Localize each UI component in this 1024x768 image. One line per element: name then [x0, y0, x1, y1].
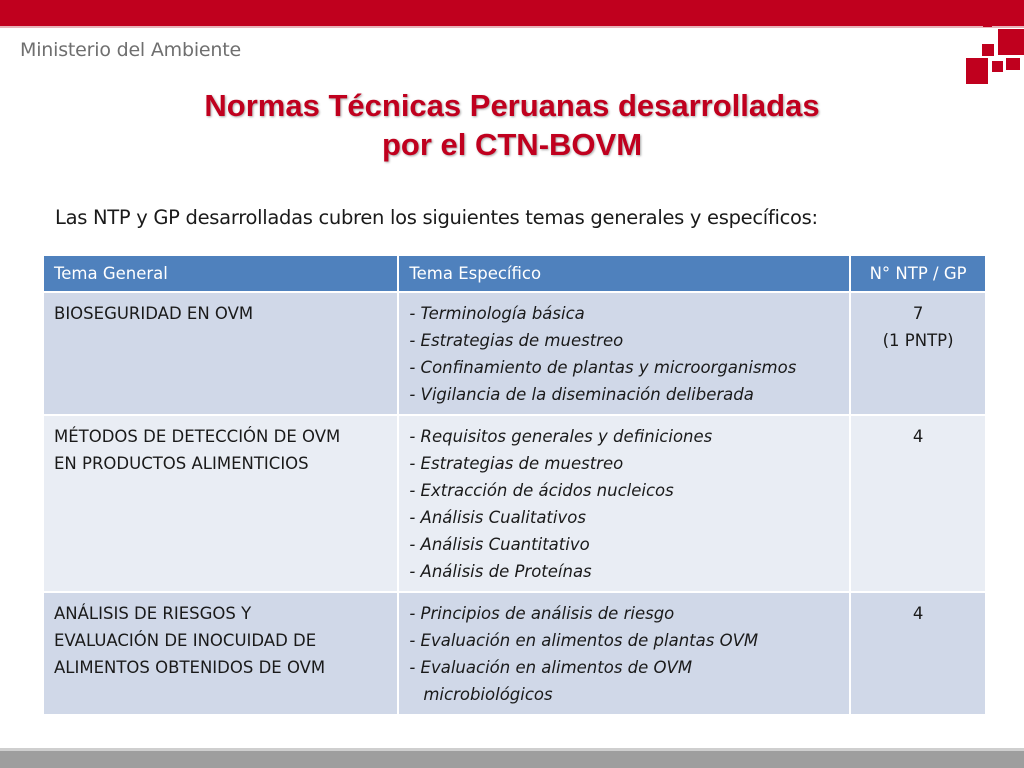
general-topic-line: MÉTODOS DE DETECCIÓN DE OVM — [54, 427, 341, 446]
specific-topic: - Evaluación en alimentos de plantas OVM — [409, 631, 759, 650]
specific-topics-cell — [398, 592, 850, 714]
intro-text: Las NTP y GP desarrolladas cubren los siguientes temas generales y específicos: — [55, 206, 818, 229]
title-line-1: Normas Técnicas Peruanas desarrolladas — [204, 88, 820, 123]
specific-topic: - Confinamiento de plantas y microorganismos — [409, 358, 797, 377]
general-topic-line: BIOSEGURIDAD EN OVM — [54, 304, 254, 323]
specific-topic: - Terminología básica — [409, 304, 585, 323]
specific-topic: - Requisitos generales y definiciones — [409, 427, 713, 446]
specific-topic: - Estrategias de muestreo — [409, 331, 624, 350]
slide-title — [0, 86, 1024, 164]
specific-topics-cell — [398, 415, 850, 592]
general-topic-line: ALIMENTOS OBTENIDOS DE OVM — [54, 658, 326, 677]
top-accent-bar — [0, 0, 1024, 26]
specific-topic: - Evaluación en alimentos de OVM — [409, 658, 693, 677]
general-topic-line: EVALUACIÓN DE INOCUIDAD DE — [54, 631, 317, 650]
count-cell — [850, 415, 986, 592]
general-topic-cell — [44, 592, 398, 714]
top-accent-shade — [0, 26, 1024, 28]
title-line-2: por el CTN-BOVM — [381, 127, 643, 162]
specific-topic: - Estrategias de muestreo — [409, 454, 624, 473]
table-row — [44, 415, 986, 592]
specific-topic: - Análisis Cualitativos — [409, 508, 586, 527]
table-header-row — [44, 256, 986, 292]
count-value: 7 — [912, 304, 924, 323]
table-row — [44, 592, 986, 714]
specific-topic: - Vigilancia de la diseminación deliberada — [409, 385, 754, 404]
general-topic-cell — [44, 292, 398, 415]
specific-topics-cell — [398, 292, 850, 415]
topics-table — [44, 256, 987, 714]
footer-bar — [0, 751, 1024, 768]
count-cell — [850, 592, 986, 714]
specific-topic: - Análisis de Proteínas — [409, 562, 592, 581]
general-topic-cell — [44, 415, 398, 592]
header-tema-especifico: Tema Específico — [398, 256, 850, 292]
count-cell — [850, 292, 986, 415]
table-row — [44, 292, 986, 415]
general-topic-line: EN PRODUCTOS ALIMENTICIOS — [54, 454, 309, 473]
specific-topic: - Análisis Cuantitativo — [409, 535, 590, 554]
header-tema-general: Tema General — [44, 256, 398, 292]
org-name: Ministerio del Ambiente — [20, 39, 241, 61]
ministerio-logo — [962, 18, 1024, 90]
count-value: 4 — [912, 604, 924, 623]
count-note: (1 PNTP) — [882, 331, 954, 350]
general-topic-line: ANÁLISIS DE RIESGOS Y — [54, 604, 252, 623]
count-value: 4 — [912, 427, 924, 446]
specific-topic: - Extracción de ácidos nucleicos — [409, 481, 674, 500]
specific-topic: microbiológicos — [423, 685, 553, 704]
specific-topic: - Principios de análisis de riesgo — [409, 604, 675, 623]
header-numero-ntp: N° NTP / GP — [850, 256, 986, 292]
